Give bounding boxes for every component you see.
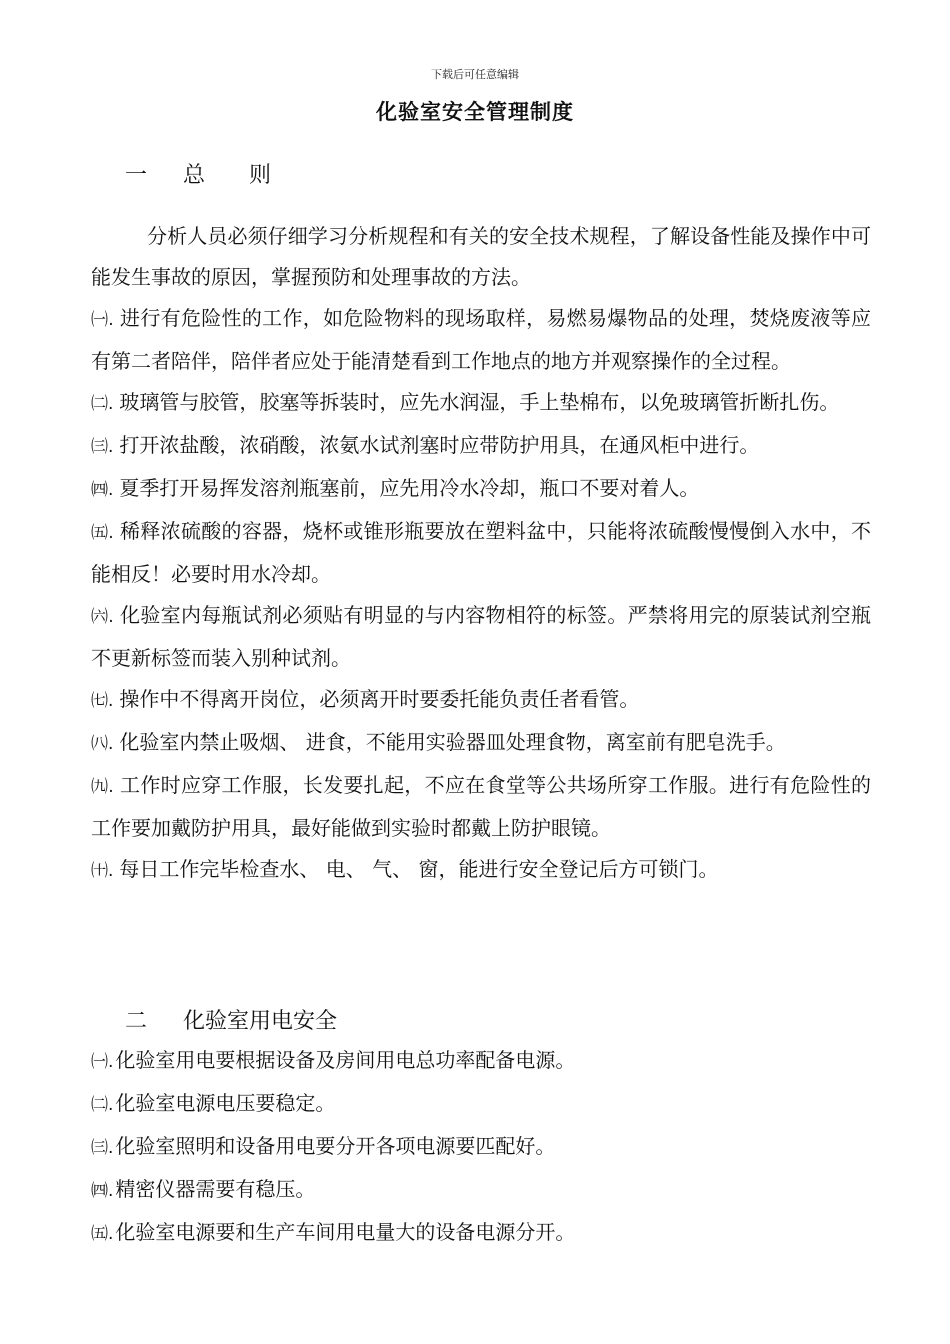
list-item (91, 1212, 871, 1255)
item-text: 精密仪器需要有稳压。 (115, 1177, 316, 1201)
item-marker: ㈡. (91, 1095, 114, 1115)
item-marker: ㈨. (91, 777, 114, 797)
section-heading-electrical (125, 1004, 337, 1035)
list-item (91, 595, 871, 679)
item-text: 操作中不得离开岗位，必须离开时要委托能负责任者看管。 (119, 687, 640, 711)
item-text: 打开浓盐酸，浓硝酸，浓氨水试剂塞时应带防护用具，在通风柜中进行。 (119, 433, 760, 457)
item-marker: ㈢. (91, 1138, 114, 1158)
list-item (91, 1169, 871, 1212)
section-number: 一 (125, 163, 148, 188)
item-marker: ㈠. (91, 310, 114, 330)
header-note: 下载后可任意编辑 (431, 68, 519, 81)
list-item (91, 722, 871, 765)
intro-paragraph: 分析人员必须仔细学习分析规程和有关的安全技术规程，了解设备性能及操作中可能发生事故的原因，掌握预防和处理事故的方法。 (91, 224, 871, 289)
item-text: 夏季打开易挥发溶剂瓶塞前，应先用冷水冷却，瓶口不要对着人。 (119, 476, 700, 500)
item-text: 进行有危险性的工作，如危险物料的现场取样，易燃易爆物品的处理，焚烧废液等应有第二者陪伴，陪伴者应处于能清楚看到工作地点的地方并观察操作的全过程。 (91, 306, 872, 373)
list-item (91, 1083, 871, 1126)
list-item (91, 1126, 871, 1169)
item-marker: ㈤. (91, 523, 114, 543)
list-item (91, 511, 871, 595)
list-item (91, 1040, 871, 1083)
item-text: 化验室电源电压要稳定。 (115, 1091, 336, 1115)
document-title: 化验室安全管理制度 (376, 100, 574, 124)
item-text: 化验室照明和设备用电要分开各项电源要匹配好。 (115, 1134, 556, 1158)
item-text: 化验室内禁止吸烟、 进食，不能用实验器皿处理食物，离室前有肥皂洗手。 (119, 730, 786, 754)
list-item (91, 468, 871, 511)
item-marker: ㈣. (91, 1181, 114, 1201)
list-item (91, 425, 871, 468)
section-number: 二 (125, 1009, 148, 1034)
list-item (91, 298, 871, 382)
list-item (91, 382, 871, 425)
section-title: 化验室用电安全 (183, 1009, 338, 1034)
item-text: 每日工作完毕检查水、 电、 气、 窗，能进行安全登记后方可锁门。 (119, 857, 719, 881)
item-text: 化验室用电要根据设备及房间用电总功率配备电源。 (115, 1048, 576, 1072)
item-text: 稀释浓硫酸的容器，烧杯或锥形瓶要放在塑料盆中，只能将浓硫酸慢慢倒入水中，不能相反！必要时用水冷却。 (91, 519, 872, 586)
item-marker: ㈠. (91, 1052, 114, 1072)
general-rules-list (91, 298, 871, 892)
item-marker: ㈦. (91, 691, 114, 711)
section-heading-general (125, 158, 315, 189)
list-item (91, 765, 871, 849)
item-marker: ㈣. (91, 480, 114, 500)
item-marker: ㈤. (91, 1224, 114, 1244)
item-marker: ㈢. (91, 437, 114, 457)
item-text: 玻璃管与胶管，胶塞等拆装时，应先水润湿，手上垫棉布，以免玻璃管折断扎伤。 (119, 390, 840, 414)
item-marker: ㈥. (91, 607, 114, 627)
item-text: 工作时应穿工作服，长发要扎起，不应在食堂等公共场所穿工作服。进行有危险性的工作要加戴防护用具，最好能做到实验时都戴上防护眼镜。 (91, 773, 872, 840)
electrical-rules-list (91, 1040, 871, 1255)
item-marker: ㈡. (91, 394, 114, 414)
list-item (91, 679, 871, 722)
list-item (91, 849, 871, 892)
section-title: 总则 (183, 163, 316, 188)
item-marker: ㈧. (91, 734, 114, 754)
item-text: 化验室电源要和生产车间用电量大的设备电源分开。 (115, 1220, 576, 1244)
item-marker: ㈩. (91, 861, 114, 881)
item-text: 化验室内每瓶试剂必须贴有明显的与内容物相符的标签。严禁将用完的原装试剂空瓶不更新标签而装入别种试剂。 (91, 603, 872, 670)
